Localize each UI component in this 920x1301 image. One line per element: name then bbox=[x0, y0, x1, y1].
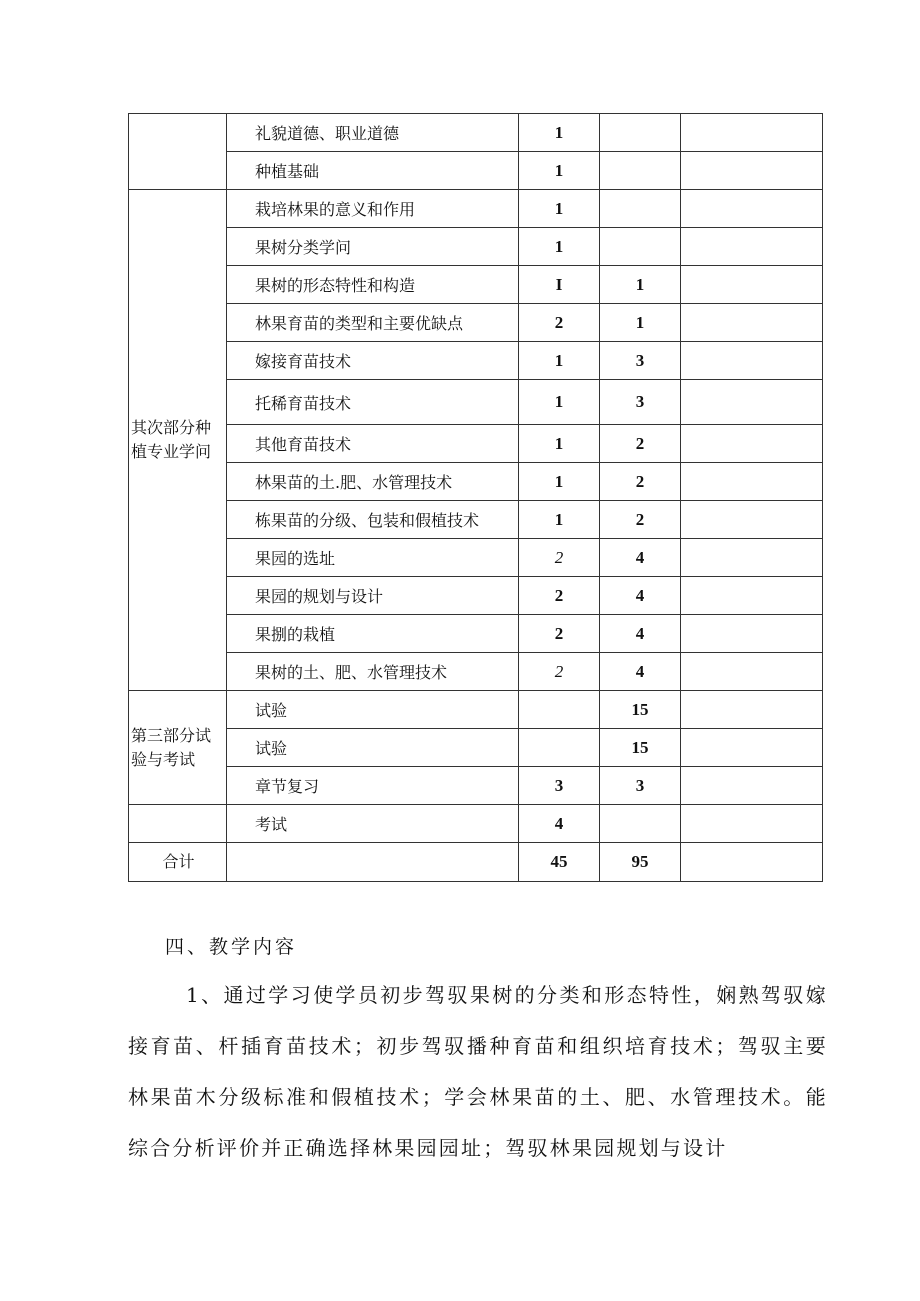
item-cell: 托稀育苗技术 bbox=[227, 380, 519, 425]
remark-cell bbox=[681, 653, 823, 691]
table-row bbox=[129, 615, 823, 653]
item-cell: 果树的土、肥、水管理技术 bbox=[227, 653, 519, 691]
item-cell: 嫁接育苗技术 bbox=[227, 342, 519, 380]
remark-cell bbox=[681, 767, 823, 805]
theory-hours-cell: 1 bbox=[519, 114, 600, 152]
remark-cell bbox=[681, 501, 823, 539]
remark-cell bbox=[681, 463, 823, 501]
item-cell: 栋果苗的分级、包装和假植技术 bbox=[227, 501, 519, 539]
item-cell: 种植基础 bbox=[227, 152, 519, 190]
practice-hours-cell: 1 bbox=[600, 304, 681, 342]
theory-hours-cell: 2 bbox=[519, 304, 600, 342]
table-row bbox=[129, 190, 823, 228]
theory-hours-cell: 2 bbox=[519, 577, 600, 615]
table-row bbox=[129, 805, 823, 843]
item-cell: 果园的选址 bbox=[227, 539, 519, 577]
theory-hours-cell: 1 bbox=[519, 190, 600, 228]
practice-hours-cell: 4 bbox=[600, 577, 681, 615]
practice-hours-cell: 2 bbox=[600, 463, 681, 501]
category-cell: 其次部分种植专业学问 bbox=[129, 190, 227, 691]
total-label: 合计 bbox=[129, 843, 227, 882]
theory-hours-cell: 1 bbox=[519, 380, 600, 425]
item-cell: 礼貌道德、职业道德 bbox=[227, 114, 519, 152]
table-row bbox=[129, 425, 823, 463]
item-cell: 果捌的栽植 bbox=[227, 615, 519, 653]
table-row bbox=[129, 304, 823, 342]
table-row bbox=[129, 152, 823, 190]
remark-cell bbox=[681, 342, 823, 380]
course-hours-table bbox=[128, 113, 823, 882]
practice-hours-cell: 1 bbox=[600, 266, 681, 304]
practice-hours-cell: 2 bbox=[600, 425, 681, 463]
table-row bbox=[129, 501, 823, 539]
remark-cell bbox=[681, 615, 823, 653]
remark-cell bbox=[681, 425, 823, 463]
practice-hours-cell bbox=[600, 152, 681, 190]
table-row bbox=[129, 539, 823, 577]
remark-cell bbox=[681, 228, 823, 266]
remark-cell bbox=[681, 691, 823, 729]
theory-hours-cell: 1 bbox=[519, 228, 600, 266]
practice-hours-cell: 3 bbox=[600, 342, 681, 380]
remark-cell bbox=[681, 152, 823, 190]
practice-hours-cell: 4 bbox=[600, 653, 681, 691]
theory-hours-cell bbox=[519, 729, 600, 767]
table-row bbox=[129, 342, 823, 380]
item-cell: 林果苗的土.肥、水管理技术 bbox=[227, 463, 519, 501]
theory-hours-cell: 1 bbox=[519, 501, 600, 539]
item-cell: 考试 bbox=[227, 805, 519, 843]
table-row bbox=[129, 729, 823, 767]
practice-hours-cell: 15 bbox=[600, 729, 681, 767]
table-row bbox=[129, 691, 823, 729]
practice-hours-cell bbox=[600, 805, 681, 843]
theory-hours-cell: 1 bbox=[519, 342, 600, 380]
practice-hours-cell: 2 bbox=[600, 501, 681, 539]
total-practice-hours: 95 bbox=[600, 843, 681, 882]
remark-cell bbox=[681, 539, 823, 577]
item-cell: 试验 bbox=[227, 691, 519, 729]
section-heading: 四、教学内容 bbox=[165, 936, 298, 958]
item-cell: 林果育苗的类型和主要优缺点 bbox=[227, 304, 519, 342]
practice-hours-cell bbox=[600, 228, 681, 266]
theory-hours-cell: 1 bbox=[519, 463, 600, 501]
remark-cell bbox=[681, 266, 823, 304]
item-cell: 果园的规划与设计 bbox=[227, 577, 519, 615]
theory-hours-cell: 2 bbox=[519, 653, 600, 691]
item-cell: 果树分类学问 bbox=[227, 228, 519, 266]
theory-hours-cell: 2 bbox=[519, 539, 600, 577]
remark-cell bbox=[681, 729, 823, 767]
theory-hours-cell: I bbox=[519, 266, 600, 304]
remark-cell bbox=[681, 380, 823, 425]
total-row bbox=[129, 843, 823, 882]
item-cell: 章节复习 bbox=[227, 767, 519, 805]
practice-hours-cell: 4 bbox=[600, 615, 681, 653]
theory-hours-cell bbox=[519, 691, 600, 729]
body-paragraph: 1、通过学习使学员初步驾驭果树的分类和形态特性，娴熟驾驭嫁接育苗、杆插育苗技术；初步驾驭播种育苗和组织培育技术；驾驭主要林果苗木分级标准和假植技术；学会林果苗的土、肥、水管理技术。能综合分析评价并正确选择林果园园址；驾驭林果园规划与设计 bbox=[128, 983, 828, 1160]
theory-hours-cell: 3 bbox=[519, 767, 600, 805]
theory-hours-cell: 4 bbox=[519, 805, 600, 843]
table-row bbox=[129, 463, 823, 501]
category-cell bbox=[129, 805, 227, 843]
remark-cell bbox=[681, 805, 823, 843]
item-cell bbox=[227, 843, 519, 882]
practice-hours-cell: 15 bbox=[600, 691, 681, 729]
table-row bbox=[129, 266, 823, 304]
item-cell: 试验 bbox=[227, 729, 519, 767]
category-cell bbox=[129, 114, 227, 190]
table-row bbox=[129, 228, 823, 266]
theory-hours-cell: 1 bbox=[519, 425, 600, 463]
theory-hours-cell: 1 bbox=[519, 152, 600, 190]
remark-cell bbox=[681, 114, 823, 152]
practice-hours-cell bbox=[600, 190, 681, 228]
table-row bbox=[129, 380, 823, 425]
item-cell: 栽培林果的意义和作用 bbox=[227, 190, 519, 228]
item-cell: 其他育苗技术 bbox=[227, 425, 519, 463]
table-row bbox=[129, 577, 823, 615]
table-row bbox=[129, 114, 823, 152]
item-cell: 果树的形态特性和构造 bbox=[227, 266, 519, 304]
remark-cell bbox=[681, 577, 823, 615]
remark-cell bbox=[681, 190, 823, 228]
total-theory-hours: 45 bbox=[519, 843, 600, 882]
practice-hours-cell: 4 bbox=[600, 539, 681, 577]
practice-hours-cell: 3 bbox=[600, 380, 681, 425]
category-cell: 第三部分试验与考试 bbox=[129, 691, 227, 805]
table-row bbox=[129, 653, 823, 691]
theory-hours-cell: 2 bbox=[519, 615, 600, 653]
remark-cell bbox=[681, 843, 823, 882]
remark-cell bbox=[681, 304, 823, 342]
table-row bbox=[129, 767, 823, 805]
practice-hours-cell: 3 bbox=[600, 767, 681, 805]
practice-hours-cell bbox=[600, 114, 681, 152]
